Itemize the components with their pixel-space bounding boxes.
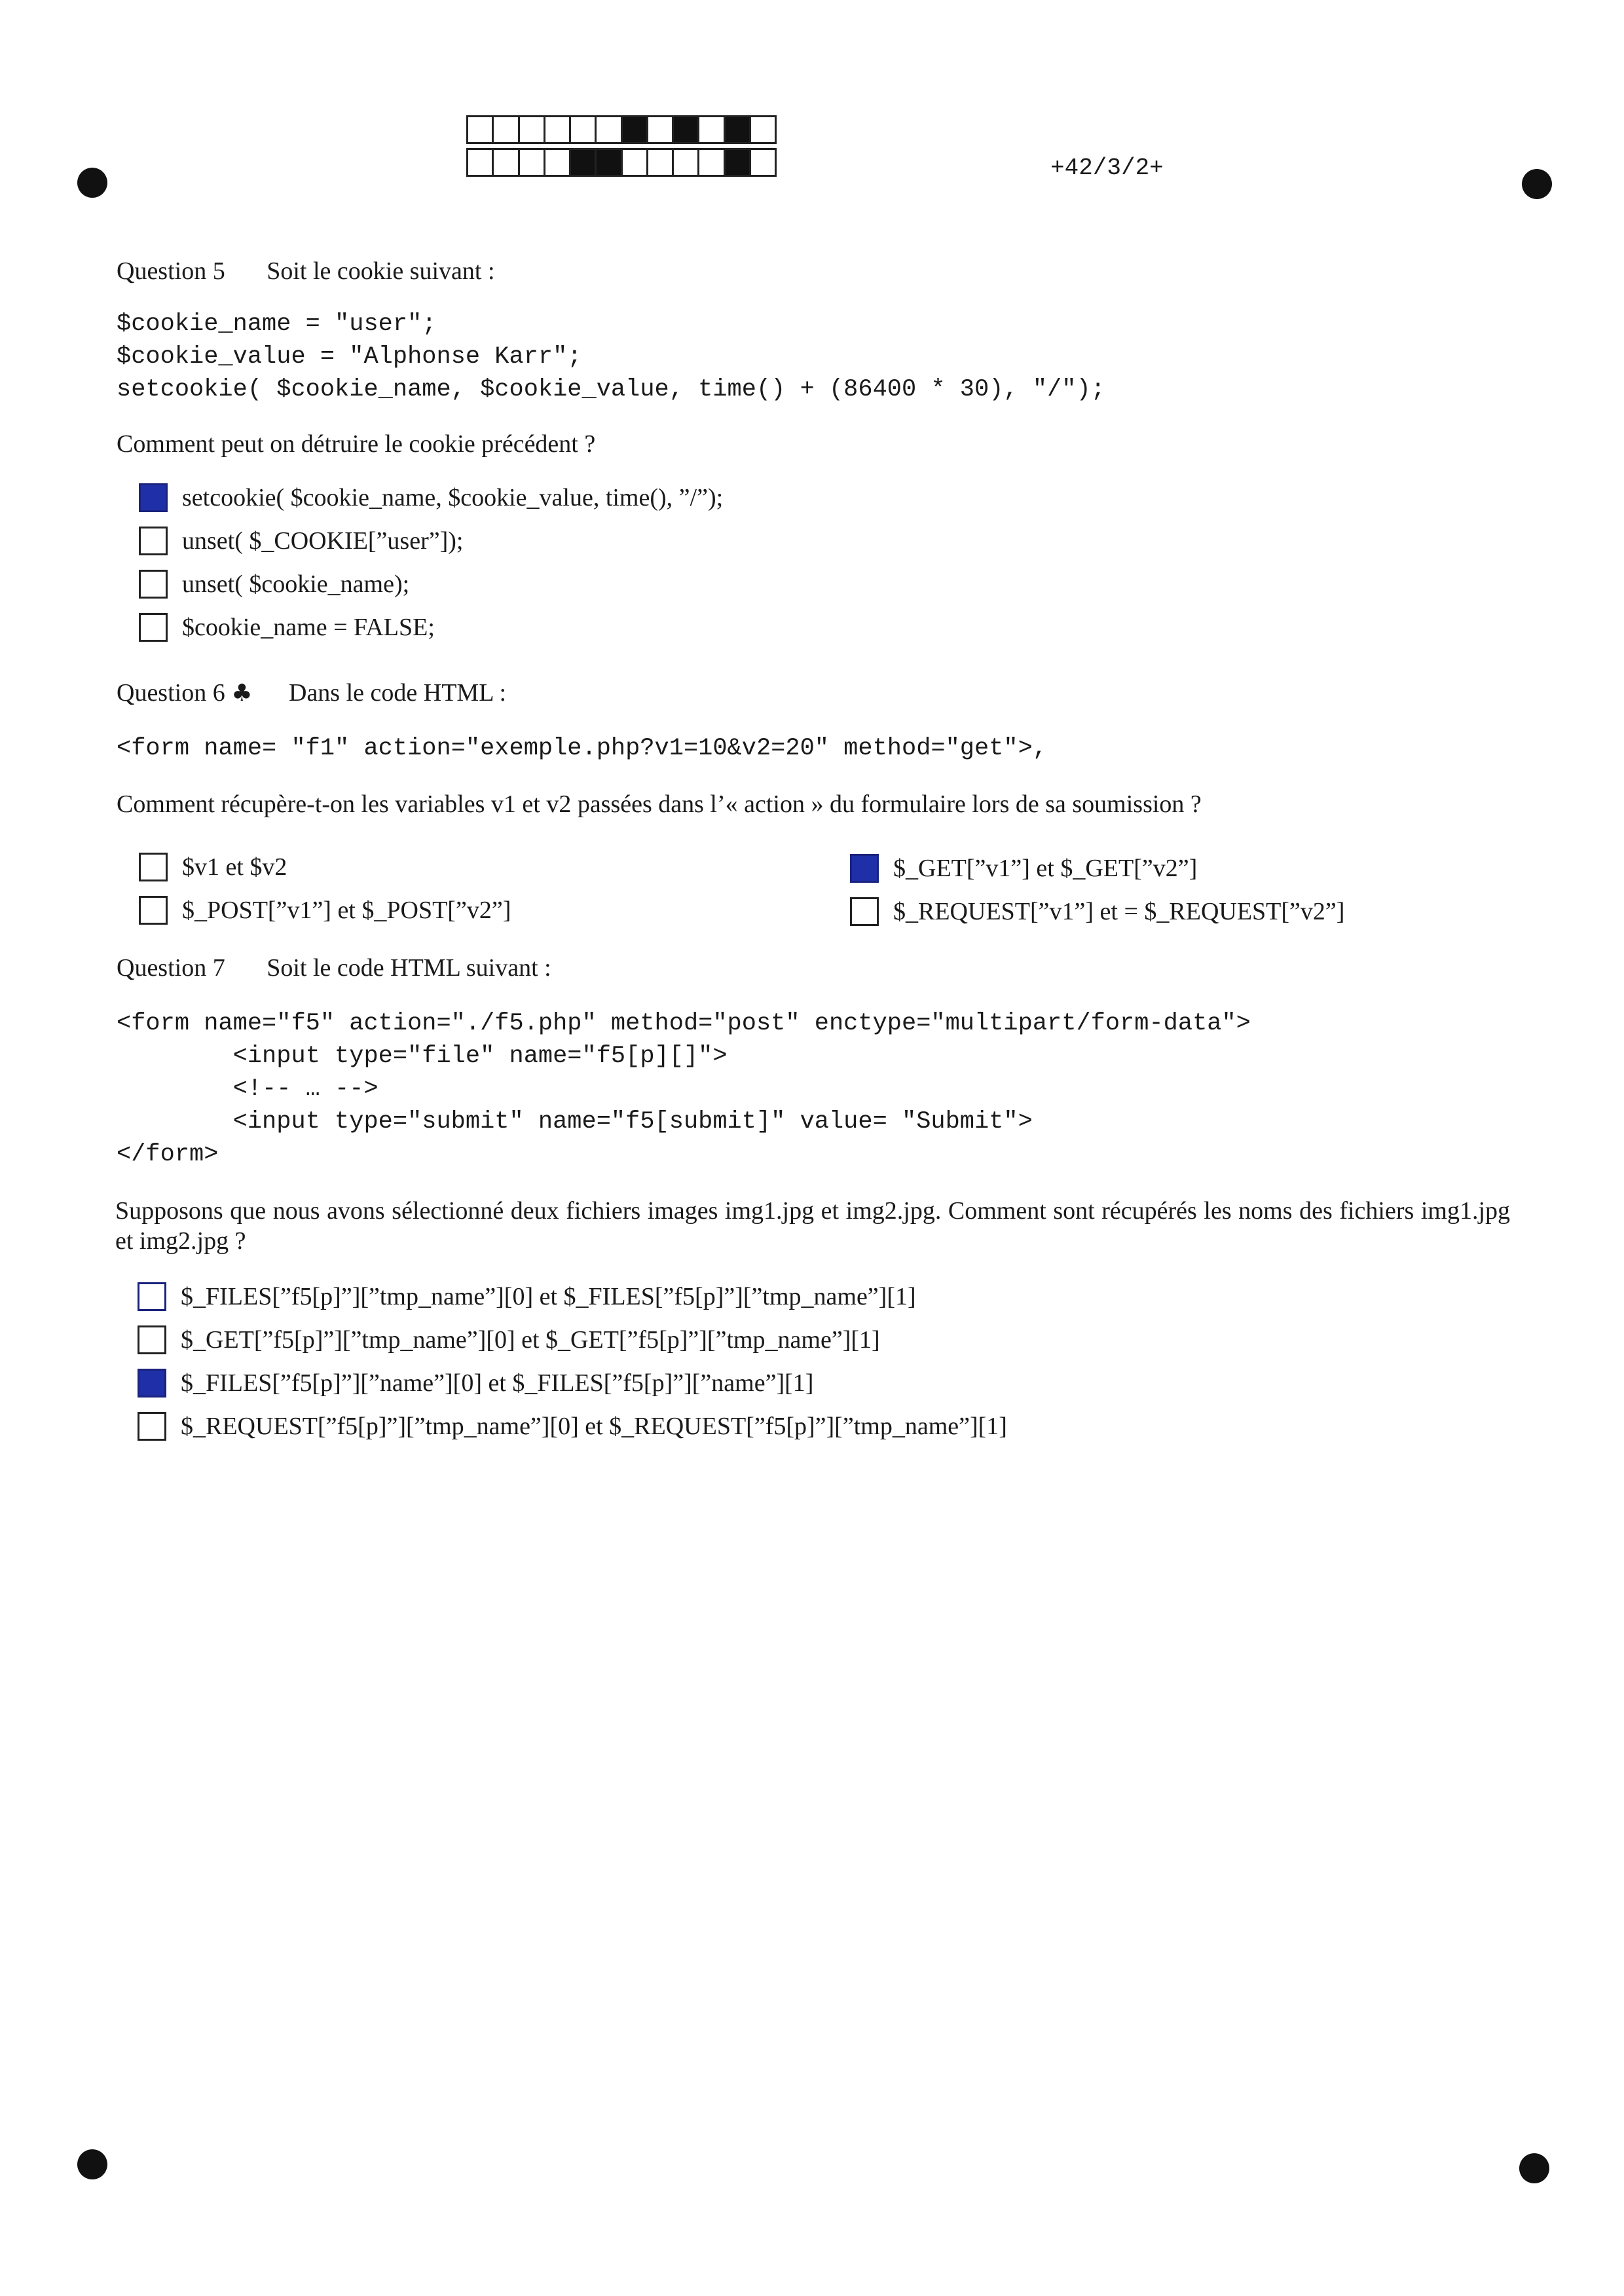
code-cell (623, 117, 648, 142)
option-text: $_GET[”f5[p]”][”tmp_name”][0] et $_GET[”f5[p]”][”tmp_name”][1] (181, 1326, 880, 1354)
option-text: $v1 et $v2 (182, 853, 287, 881)
code-row-2 (466, 148, 777, 177)
checkbox[interactable] (139, 853, 168, 881)
checkbox[interactable] (850, 897, 879, 926)
code-cell (751, 150, 775, 175)
code-cell (674, 150, 699, 175)
checkbox[interactable] (139, 527, 168, 555)
question-label: Question 6 (117, 679, 225, 707)
q5-option-1[interactable] (139, 483, 723, 512)
question-7-heading (117, 954, 551, 982)
question-text: Soit le cookie suivant : (267, 257, 495, 285)
code-cell (699, 150, 725, 175)
code-cell (726, 150, 751, 175)
q5-option-2[interactable] (139, 527, 463, 555)
code-cell (494, 117, 519, 142)
q7-option-2[interactable] (138, 1325, 880, 1354)
code-cell (571, 150, 597, 175)
code-cell (623, 150, 648, 175)
question-7-code: <form name="f5" action="./f5.php" method="post" enctype="multipart/form-data"> <input type="file" name="f5[p][]"> <!-- … --> <input type="submit" name="f5[submit]" value= "Submit"> </form> (117, 1010, 1251, 1168)
corner-mark-bottom-left (77, 2149, 107, 2179)
code-cell (726, 117, 751, 142)
question-5-heading (117, 257, 495, 286)
code-cell (468, 117, 494, 142)
option-text: $_FILES[”f5[p]”][”tmp_name”][0] et $_FILES[”f5[p]”][”tmp_name”][1] (181, 1283, 916, 1310)
code-cell (468, 150, 494, 175)
code-cell (545, 117, 571, 142)
q6-option-3[interactable] (139, 896, 511, 925)
code-cell (648, 150, 674, 175)
question-7-prompt: Supposons que nous avons sélectionné deux fichiers images img1.jpg et img2.jpg. Comment sont récupérés les noms des fichiers img1.jpg et img2.jpg ? (115, 1197, 1510, 1255)
question-5-prompt: Comment peut on détruire le cookie précédent ? (117, 430, 596, 458)
q6-option-4[interactable] (850, 897, 1344, 926)
option-text: $_POST[”v1”] et $_POST[”v2”] (182, 897, 511, 924)
checkbox[interactable] (139, 896, 168, 925)
checkbox[interactable] (138, 1412, 166, 1441)
checkbox[interactable] (138, 1282, 166, 1311)
checkbox[interactable] (850, 854, 879, 883)
q7-option-3[interactable] (138, 1369, 813, 1398)
checkbox[interactable] (138, 1325, 166, 1354)
code-cell (494, 150, 519, 175)
option-text: unset( $_COOKIE[”user”]); (182, 527, 464, 555)
club-icon: ♣ (231, 680, 253, 707)
code-cell (520, 117, 545, 142)
code-cell (699, 117, 725, 142)
checkbox[interactable] (139, 570, 168, 599)
question-text: Soit le code HTML suivant : (267, 954, 551, 982)
page-id: +42/3/2+ (1050, 155, 1164, 181)
code-cell (545, 150, 571, 175)
code-cell (648, 117, 674, 142)
question-6-heading (117, 678, 506, 707)
q7-option-1[interactable] (138, 1282, 916, 1311)
question-label: Question 5 (117, 257, 225, 285)
question-6-code: <form name= "f1" action="exemple.php?v1=10&v2=20" method="get">, (117, 735, 1048, 762)
q7-option-4[interactable] (138, 1412, 1007, 1441)
option-text: setcookie( $cookie_name, $cookie_value, time(), ”/”); (182, 484, 724, 511)
code-cell (597, 150, 622, 175)
option-text: unset( $cookie_name); (182, 570, 410, 598)
question-text: Dans le code HTML : (289, 679, 507, 707)
question-6-prompt: Comment récupère-t-on les variables v1 et v2 passées dans l’« action » du formulaire lors de sa soumission ? (117, 790, 1202, 818)
corner-mark-top-left (77, 168, 107, 198)
corner-mark-top-right (1522, 169, 1552, 199)
q6-option-2[interactable] (850, 854, 1197, 883)
checkbox[interactable] (139, 613, 168, 642)
q5-option-4[interactable] (139, 613, 435, 642)
code-cell (597, 117, 622, 142)
option-text: $_GET[”v1”] et $_GET[”v2”] (893, 855, 1198, 882)
code-cell (674, 117, 699, 142)
code-row-1 (466, 115, 777, 144)
question-label: Question 7 (117, 954, 225, 982)
q6-option-1[interactable] (139, 853, 287, 881)
option-text: $cookie_name = FALSE; (182, 614, 435, 641)
q5-option-3[interactable] (139, 570, 409, 599)
question-5-code: $cookie_name = "user"; $cookie_value = "Alphonse Karr"; setcookie( $cookie_name, $cookie_value, time() + (86400 * 30), "/"); (117, 310, 1105, 403)
sheet-id-code (466, 115, 777, 181)
code-cell (751, 117, 775, 142)
option-text: $_FILES[”f5[p]”][”name”][0] et $_FILES[”f5[p]”][”name”][1] (181, 1369, 814, 1397)
checkbox[interactable] (138, 1369, 166, 1398)
option-text: $_REQUEST[”f5[p]”][”tmp_name”][0] et $_REQUEST[”f5[p]”][”tmp_name”][1] (181, 1413, 1007, 1440)
code-cell (571, 117, 597, 142)
option-text: $_REQUEST[”v1”] et = $_REQUEST[”v2”] (893, 898, 1345, 925)
code-cell (520, 150, 545, 175)
corner-mark-bottom-right (1519, 2153, 1549, 2183)
checkbox[interactable] (139, 483, 168, 512)
